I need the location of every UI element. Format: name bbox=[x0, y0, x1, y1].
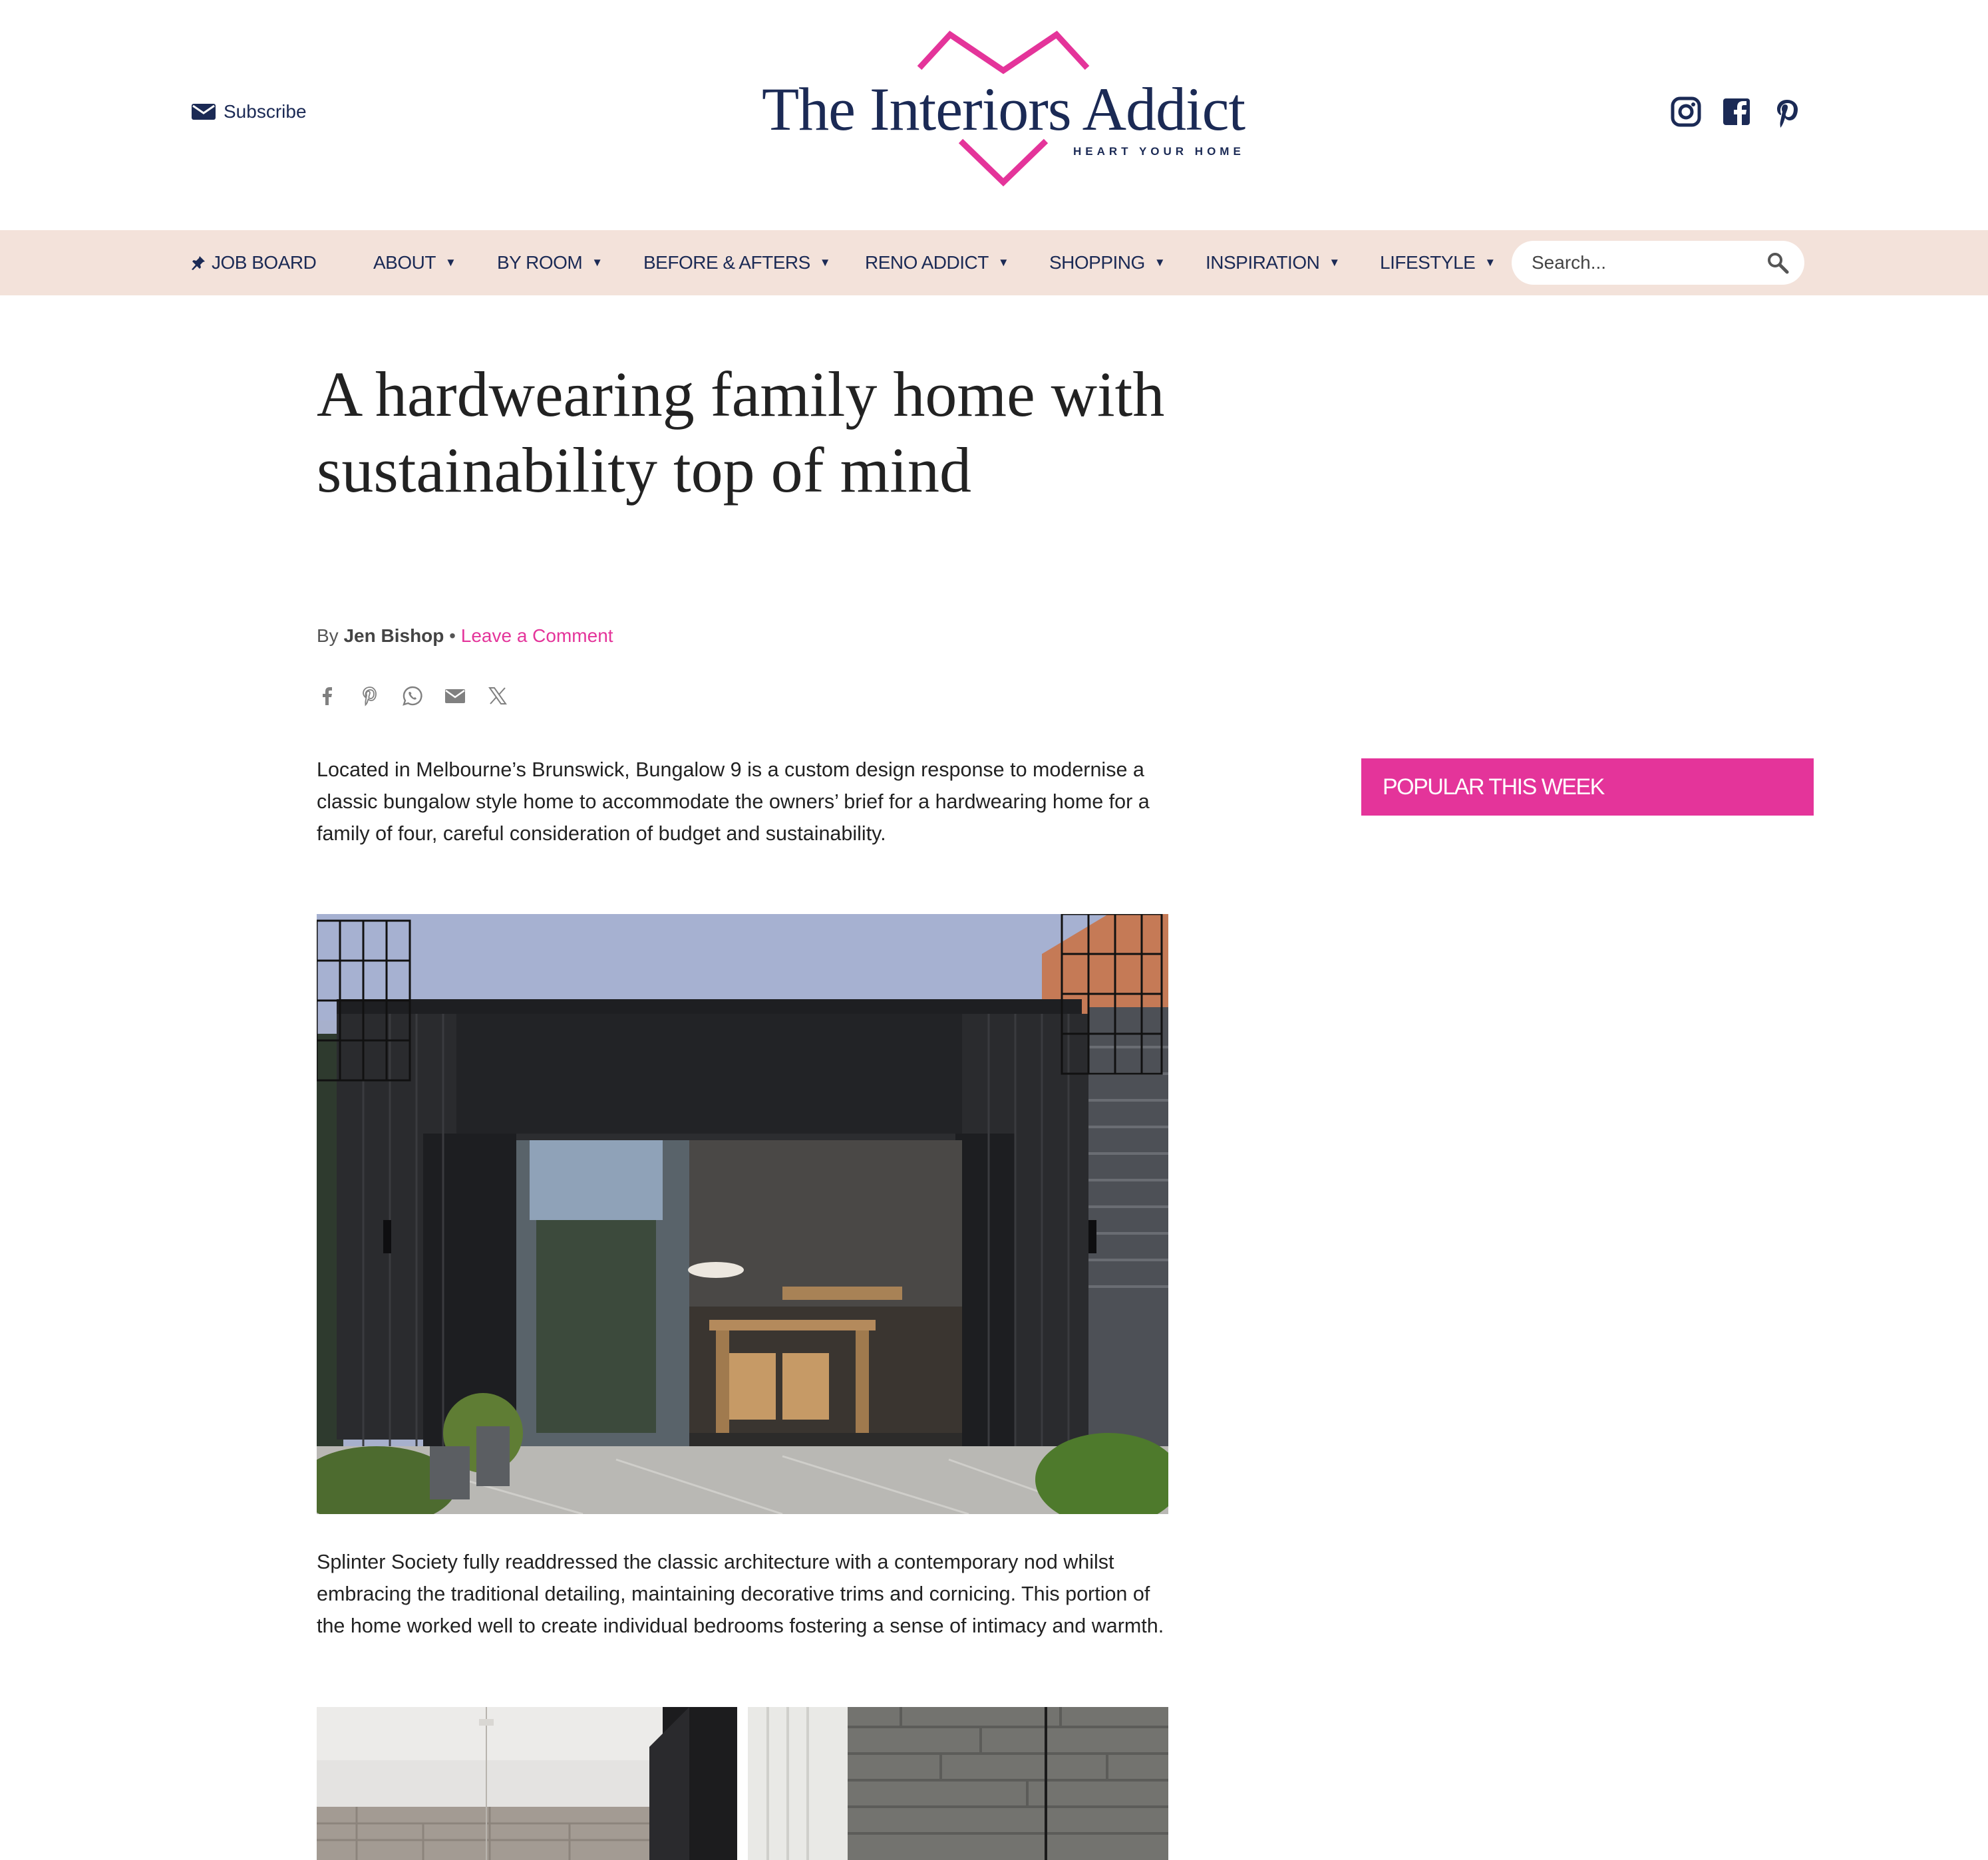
nav-label: SHOPPING bbox=[1049, 252, 1145, 273]
x-icon[interactable] bbox=[487, 685, 508, 706]
nav-label: INSPIRATION bbox=[1206, 252, 1320, 273]
byline-separator: • bbox=[449, 625, 456, 646]
caret-down-icon: ▼ bbox=[1329, 256, 1340, 269]
nav-label: BY ROOM bbox=[497, 252, 583, 273]
nav-label: BEFORE & AFTERS bbox=[643, 252, 810, 273]
nav-item-shopping[interactable] bbox=[1049, 230, 1165, 295]
popular-this-week-heading: POPULAR THIS WEEK bbox=[1361, 758, 1814, 816]
article-photo-interior-right bbox=[748, 1707, 1168, 1860]
article-photo-exterior bbox=[317, 914, 1168, 1514]
nav-item-inspiration[interactable] bbox=[1206, 230, 1340, 295]
caret-down-icon: ▼ bbox=[997, 256, 1009, 269]
whatsapp-icon[interactable] bbox=[402, 685, 423, 706]
logo-wordmark: The Interiors Addict bbox=[761, 75, 1245, 143]
instagram-icon[interactable] bbox=[1669, 94, 1703, 129]
logo-tagline: HEART YOUR HOME bbox=[1073, 145, 1245, 158]
caret-down-icon: ▼ bbox=[1484, 256, 1496, 269]
nav-label: LIFESTYLE bbox=[1380, 252, 1476, 273]
nav-item-lifestyle[interactable] bbox=[1380, 230, 1496, 295]
envelope-icon bbox=[192, 102, 216, 121]
subscribe-link[interactable] bbox=[192, 98, 307, 125]
facebook-icon[interactable] bbox=[1719, 94, 1754, 129]
leave-comment-link[interactable]: Leave a Comment bbox=[460, 625, 613, 646]
search-icon[interactable] bbox=[1766, 251, 1790, 275]
article-paragraph: Located in Melbourne’s Brunswick, Bungalow 9 is a custom design response to modernise a classic bungalow style home to accommodate the owners’ brief for a hardwearing home for a family of four, careful consideration of budget and sustainability. bbox=[317, 758, 1150, 845]
share-bar bbox=[317, 685, 508, 706]
nav-label: JOB BOARD bbox=[212, 252, 317, 273]
nav-item-reno-addict[interactable] bbox=[865, 230, 1009, 295]
caret-down-icon: ▼ bbox=[591, 256, 603, 269]
pushpin-icon bbox=[190, 255, 206, 271]
pinterest-icon[interactable] bbox=[1770, 94, 1804, 129]
nav-item-before-afters[interactable] bbox=[643, 230, 830, 295]
author-name[interactable]: Jen Bishop bbox=[343, 625, 444, 646]
caret-down-icon: ▼ bbox=[819, 256, 831, 269]
article-title: A hardwearing family home with sustainability top of mind bbox=[317, 359, 1165, 506]
caret-down-icon: ▼ bbox=[1154, 256, 1166, 269]
nav-item-by-room[interactable] bbox=[497, 230, 603, 295]
site-logo[interactable] bbox=[732, 24, 1275, 190]
nav-label: ABOUT bbox=[373, 252, 436, 273]
search-box bbox=[1512, 241, 1804, 285]
byline-prefix: By bbox=[317, 625, 339, 646]
nav-item-job-board[interactable] bbox=[190, 230, 316, 295]
subscribe-label: Subscribe bbox=[224, 101, 307, 122]
pinterest-icon[interactable] bbox=[359, 685, 381, 706]
caret-down-icon: ▼ bbox=[444, 256, 456, 269]
facebook-icon[interactable] bbox=[317, 685, 338, 706]
nav-label: RENO ADDICT bbox=[865, 252, 989, 273]
nav-item-about[interactable] bbox=[373, 230, 456, 295]
article-byline bbox=[317, 625, 613, 647]
article-paragraph: Splinter Society fully readdressed the classic architecture with a contemporary nod whilst embracing the traditional detailing, maintaining decorative trims and cornicing. This portion of the home worked well to create individual bedrooms fostering a sense of intimacy and warmth. bbox=[317, 1551, 1164, 1637]
article-photo-interior-left bbox=[317, 1707, 737, 1860]
email-icon[interactable] bbox=[444, 685, 466, 706]
search-input[interactable] bbox=[1530, 251, 1759, 274]
